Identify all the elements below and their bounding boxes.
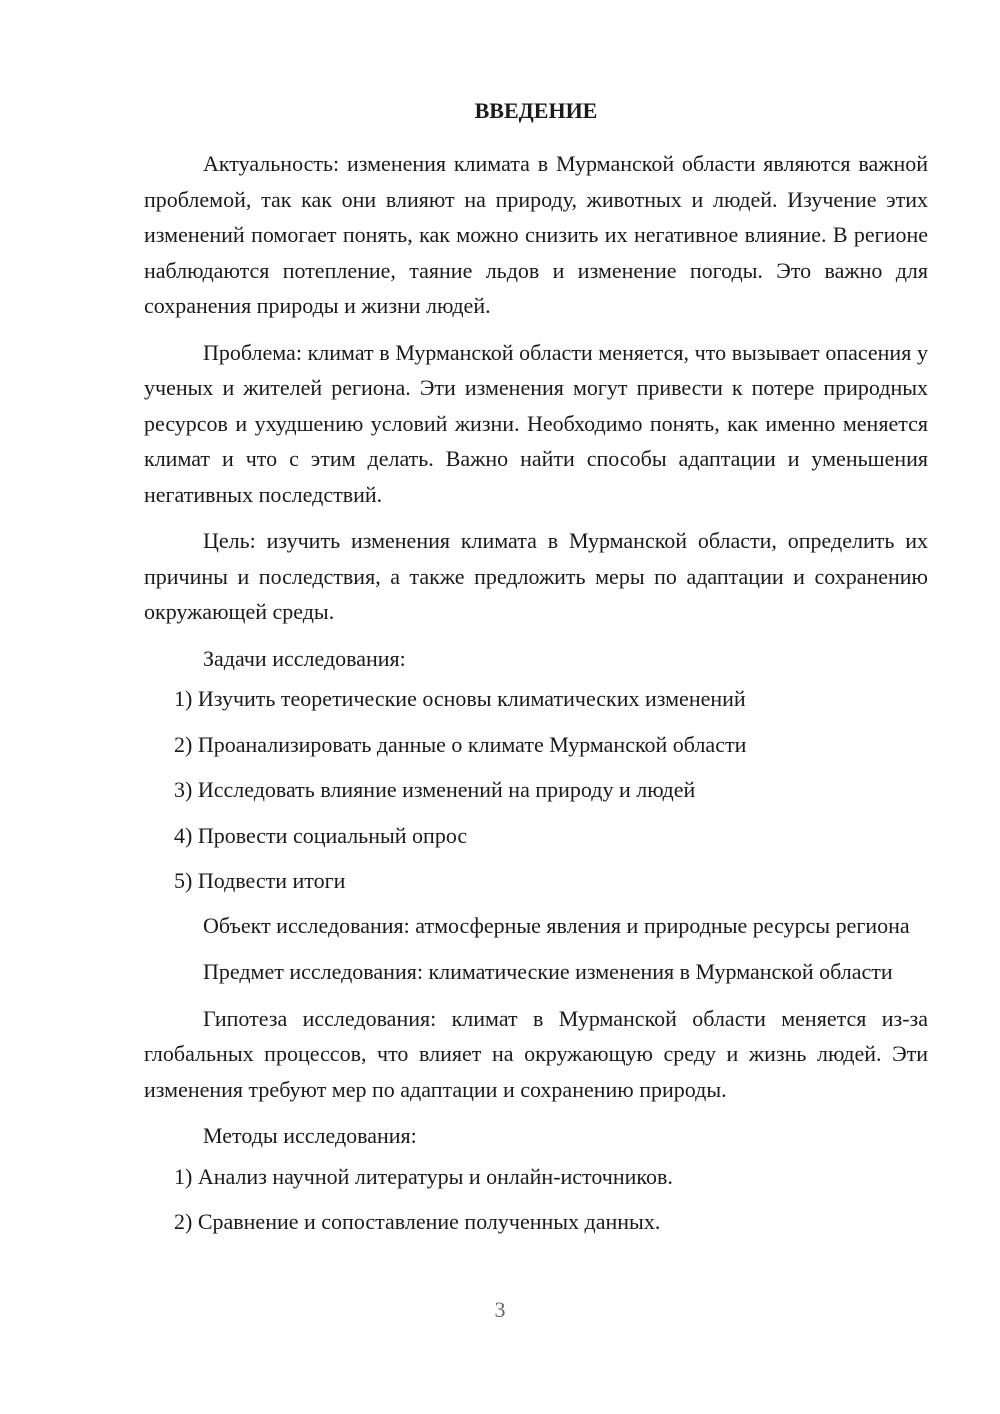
list-item: 5) Подвести итоги: [174, 868, 346, 893]
page-content: [144, 96, 928, 1245]
list-item: 4) Провести социальный опрос: [174, 822, 468, 848]
problem-paragraph: Проблема: климат в Мурманской области меняется, что вызывает опасения у ученых и жителей региона. Эти изменения могут привести к потере природных ресурсов и ухудшению условий жизни. Необходимо понять, как именно меняется климат и что с этим делать. Важно найти способы адаптации и уменьшения негативных последствий.: [144, 339, 928, 507]
list-item: 3) Исследовать влияние изменений на природу и людей: [174, 777, 696, 802]
tasks-title: Задачи исследования:: [203, 645, 406, 671]
methods-title: Методы исследования:: [203, 1123, 417, 1148]
page-number: 3: [494, 1297, 506, 1322]
list-item: 2) Проанализировать данные о климате Мурманской области: [174, 731, 747, 757]
list-item: 1) Изучить теоретические основы климатических изменений: [174, 686, 746, 711]
object-paragraph: Объект исследования: атмосферные явления и природные ресурсы региона: [203, 912, 910, 938]
tasks-list: [144, 676, 928, 904]
relevance-paragraph: Актуальность: изменения климата в Мурманской области являются важной проблемой, так как они влияют на природу, животных и людей. Изучение этих изменений помогает понять, как можно снизить их негативное влияние. В регионе наблюдаются потепление, таяние льдов и изменение погоды. Это важно для сохранения природы и жизни людей.: [144, 151, 928, 318]
list-item: 2) Сравнение и сопоставление полученных данных.: [174, 1209, 661, 1234]
methods-list: [144, 1154, 928, 1245]
list-item: 1) Анализ научной литературы и онлайн-источников.: [174, 1163, 673, 1189]
hypothesis-paragraph: Гипотеза исследования: климат в Мурманской области меняется из-за глобальных процессов, что влияет на окружающую среду и жизнь людей. Эти изменения требуют мер по адаптации и сохранению природы.: [144, 1005, 928, 1102]
section-heading: ВВЕДЕНИЕ: [474, 98, 598, 123]
goal-paragraph: Цель: изучить изменения климата в Мурманской области, определить их причины и последствия, а также предложить меры по адаптации и сохранению окружающей среды.: [144, 528, 928, 624]
subject-paragraph: Предмет исследования: климатические изменения в Мурманской области: [203, 959, 893, 984]
